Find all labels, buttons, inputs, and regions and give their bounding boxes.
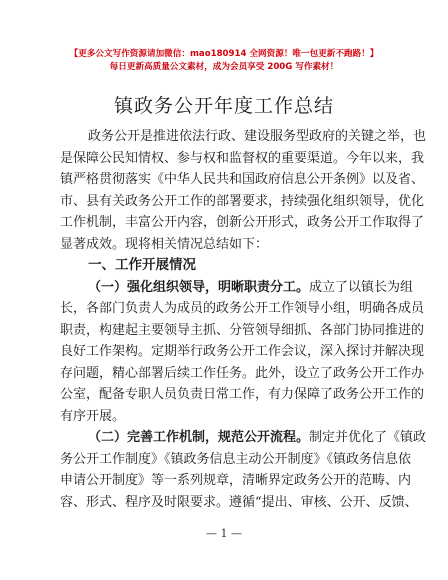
paragraph-line: 务公开工作制度》《镇政务信息主动公开制度》《镇政务信息依 (60, 451, 412, 467)
subsection-text: 成立了以镇长为组 (309, 279, 414, 295)
paragraph-line: 工作机制，丰富公开内容，创新公开形式，政务公开工作取得了 (60, 215, 425, 230)
paragraph-line: 显著成效。现将相关情况总结如下： (60, 236, 269, 252)
paragraph-line: 良好工作架构。定期举行政务公开工作会议，深入探讨并解决现 (60, 344, 425, 359)
page-number: — 1 — (206, 527, 242, 540)
subsection-first-line (60, 427, 427, 449)
paragraph-line: 容、形式、程序及时限要求。遵循“提出、审核、公开、反馈、 (60, 494, 418, 510)
subsection-heading: （二）完善工作机制，规范公开流程。 (88, 430, 310, 445)
paragraph-line: 申请公开制度》等一系列规章，清晰界定政务公开的范畴、内 (60, 473, 412, 488)
paragraph-line: 是保障公民知情权、参与权和监督权的重要渠道。今年以来，我 (60, 150, 425, 166)
subsection-first-line (60, 277, 414, 299)
paragraph-line: 存问题，精心部署后续工作任务。此外，设立了政务公开工作办 (60, 365, 425, 381)
document-body (60, 126, 427, 513)
promo-banner-line2: 每日更新高质量公文素材，成为会员享受 200G 写作素材！ (109, 62, 339, 72)
paragraph-line: 职责，构建起主要领导主抓、分管领导细抓、各部门协同推进的 (60, 322, 425, 338)
subsection-text: 制定并优化了《镇政 (309, 430, 427, 445)
paragraph-line: 公室，配备专职人员负责日常工作，有力保障了政务公开工作的 (60, 387, 425, 402)
document-title: 镇政务公开年度工作总结 (113, 95, 334, 117)
paragraph-line: 市、县有关政务公开工作的部署要求，持续强化组织领导，优化 (60, 193, 425, 209)
subsection-heading: （一）强化组织领导，明晰职责分工。 (88, 279, 310, 295)
paragraph-line: 长，各部门负责人为成员的政务公开工作领导小组，明确各成员 (60, 301, 425, 316)
paragraph-line: 镇严格贯彻落实《中华人民共和国政府信息公开条例》以及省、 (60, 172, 425, 187)
promo-banner-line1: 【更多公文写作资源请加微信：mao180914 全网资源！唯一包更新不跑路！】 (69, 49, 379, 59)
paragraph-line: 有序开展。 (60, 408, 126, 424)
section-heading: 一、工作开展情况 (88, 257, 196, 273)
paragraph-line: 政务公开是推进依法行政、建设服务型政府的关键之举，也 (88, 129, 427, 144)
